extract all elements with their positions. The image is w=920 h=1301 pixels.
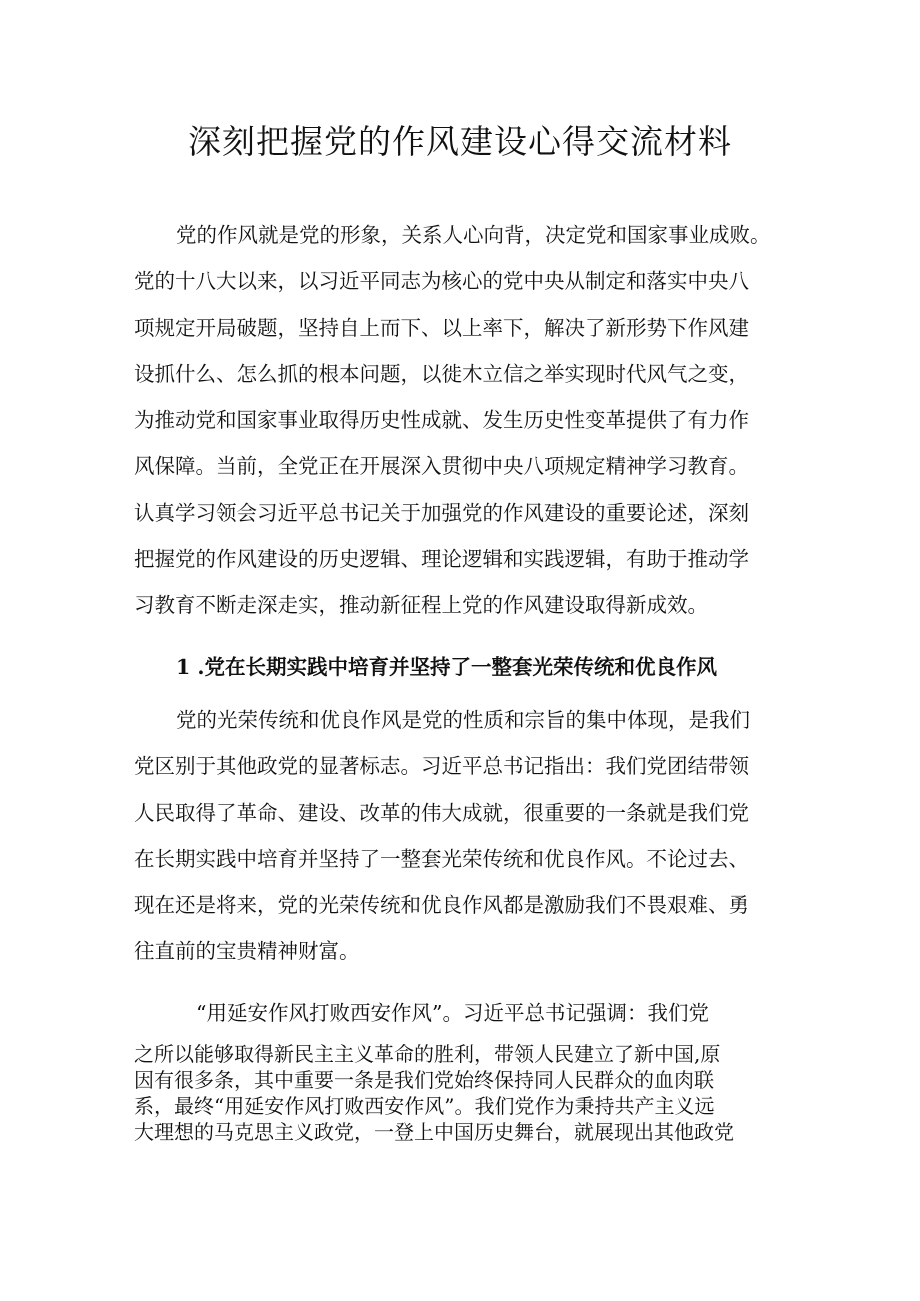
section-heading: 1 .党在长期实践中培育并坚持了一整套光荣传统和优良作风 xyxy=(176,655,718,679)
text-line: 往直前的宝贵精神财富。 xyxy=(134,939,360,964)
quote-paragraph-start: “用延安作风打败西安作风”。习近平总书记强调：我们党 xyxy=(196,1001,709,1025)
text-line: 大理想的马克思主义政党，一登上中国历史舞台，就展现出其他政党 xyxy=(134,1120,734,1144)
text-line: 人民取得了革命、建设、改革的伟大成就，很重要的一条就是我们党 xyxy=(134,800,749,825)
text-line: 在长期实践中培育并坚持了一整套光荣传统和优良作风。不论过去、 xyxy=(134,846,749,871)
text-line: 为推动党和国家事业取得历史性成就、发生历史性变革提供了有力作 xyxy=(134,408,749,433)
text-line: 党区别于其他政党的显著标志。习近平总书记指出：我们党团结带领 xyxy=(134,754,749,779)
text-line: 现在还是将来，党的光荣传统和优良作风都是激励我们不畏艰难、勇 xyxy=(134,893,749,918)
intro-paragraph xyxy=(134,212,794,629)
text-line: 设抓什么、怎么抓的根本问题，以徙木立信之举实现时代风气之变， xyxy=(134,361,749,386)
text-line: 党的光荣传统和优良作风是党的性质和宗旨的集中体现，是我们 xyxy=(176,708,750,732)
text-line: 认真学习领会习近平总书记关于加强党的作风建设的重要论述，深刻 xyxy=(134,500,749,525)
text-line: 把握党的作风建设的历史逻辑、理论逻辑和实践逻辑，有助于推动学 xyxy=(134,547,749,572)
section1-paragraph xyxy=(134,697,794,975)
text-line: 项规定开局破题，坚持自上而下、以上率下，解决了新形势下作风建 xyxy=(134,315,749,340)
document-title: 深刻把握党的作风建设心得交流材料 xyxy=(188,122,732,161)
text-line: 党的十八大以来，以习近平同志为核心的党中央从制定和落实中央八 xyxy=(134,269,749,294)
text-line: 之所以能够取得新民主主义革命的胜利，带领人民建立了新中国,原 xyxy=(134,1042,721,1066)
text-line: 因有很多条，其中重要一条是我们党始终保持同人民群众的血肉联 xyxy=(134,1068,714,1092)
text-line: 系，最终“用延安作风打败西安作风”。我们党作为秉持共产主义远 xyxy=(134,1094,715,1118)
text-line: 党的作风就是党的形象，关系人心向背，决定党和国家事业成败。 xyxy=(176,223,771,247)
text-line: 风保障。当前，全党正在开展深入贯彻中央八项规定精神学习教育。 xyxy=(134,454,749,479)
text-line: 习教育不断走深走实，推动新征程上党的作风建设取得新成效。 xyxy=(134,593,708,618)
final-paragraph xyxy=(134,1041,794,1145)
